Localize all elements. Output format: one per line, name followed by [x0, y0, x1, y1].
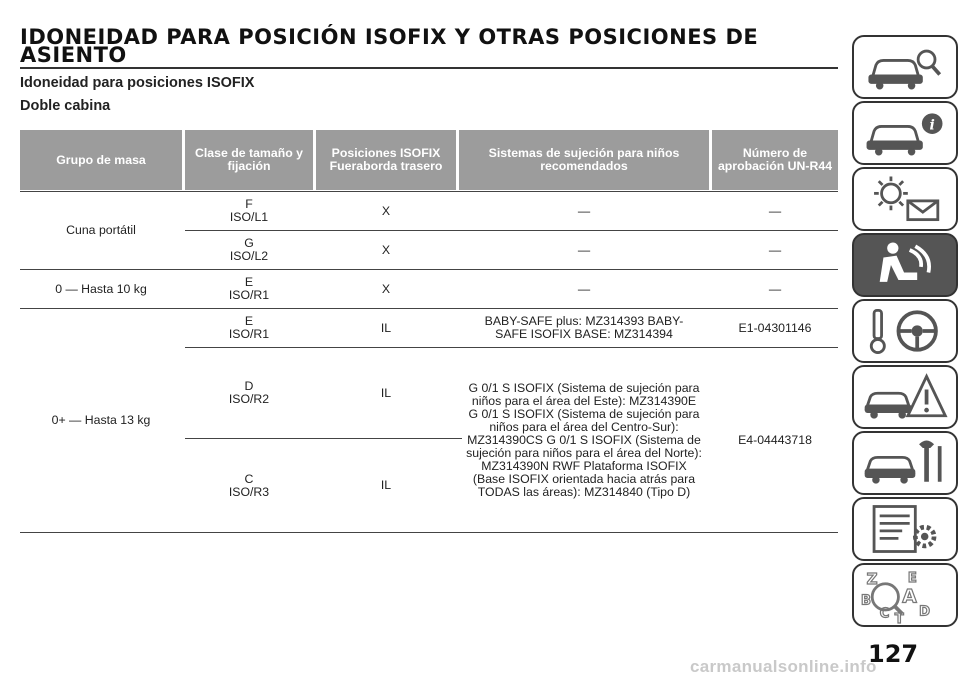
nav-tab-car-info[interactable] [852, 101, 958, 165]
warning-lights-icon [854, 169, 956, 229]
svg-text:C: C [879, 606, 890, 622]
size-class: F [245, 197, 253, 211]
section-subtitle: Idoneidad para posiciones ISOFIX [20, 75, 255, 91]
fixture-code: ISO/R2 [228, 392, 270, 406]
position-cell: X [381, 203, 391, 218]
alphabet-index-icon [854, 565, 956, 625]
header-approval-number: Número de aprobación UN-R44 [712, 130, 838, 190]
position-cell: IL [380, 385, 392, 400]
approval-cell: E1-04301146 [738, 320, 812, 335]
svg-text:D: D [919, 604, 930, 620]
size-class-cell [185, 439, 313, 532]
size-class: E [244, 314, 254, 328]
fixture-code: ISO/R3 [228, 484, 270, 499]
system-cell: BABY-SAFE plus: MZ314393 BABY-SAFE ISOFIX BASE: MZ314394 [484, 314, 684, 341]
svg-text:i: i [929, 117, 935, 134]
system-cell: — [577, 203, 591, 218]
fixture-code: ISO/L1 [229, 210, 269, 224]
size-class: D [244, 379, 254, 393]
title-divider [20, 67, 838, 69]
approval-cell: — [768, 281, 782, 296]
car-crash-warning-icon [854, 367, 956, 427]
size-class: C [244, 471, 254, 486]
header-restraint-systems: Sistemas de sujeción para niños recomendados [459, 130, 709, 190]
seat-airbag-icon [854, 235, 956, 295]
approval-cell: — [768, 203, 782, 218]
fixture-code: ISO/R1 [228, 327, 270, 341]
car-info-icon [854, 103, 956, 163]
position-cell: IL [380, 320, 392, 335]
svg-text:E: E [907, 570, 917, 586]
svg-text:B: B [860, 593, 871, 609]
nav-tab-seat-airbag[interactable] [852, 233, 958, 297]
size-class-cell [185, 309, 313, 347]
nav-tab-alphabet-index[interactable] [852, 563, 958, 627]
fixture-code: ISO/L2 [229, 249, 269, 263]
mass-group-cell: Cuna portátil [66, 223, 136, 237]
merged-system-cell: G 0/1 S ISOFIX (Sistema de sujeción para niños para el área del Este): MZ314390E G 0/1 S ISOFIX (Sistema de sujeción para niños para el área del Centro-Sur): MZ314390CS G 0/1 S ISOFIX (Sistema de sujeción para niños para el área del Norte): MZ314390N RWF Plataforma ISOFIX (Base ISOFIX orientada hacia atrás para TODAS las áreas): MZ314840 (Tipo D) [466, 380, 702, 499]
nav-tab-car-wrench[interactable] [852, 431, 958, 495]
svg-text:T: T [894, 612, 904, 625]
page-number: 127 [868, 640, 919, 668]
size-class-cell [185, 231, 313, 269]
size-class-cell [185, 348, 313, 438]
car-wrench-icon [854, 433, 956, 493]
cabin-label: Doble cabina [20, 98, 111, 114]
header-isofix-positions: Posiciones ISOFIX Fueraborda trasero [316, 130, 456, 190]
mass-group-cell: 0+ — Hasta 13 kg [51, 413, 151, 427]
svg-text:A: A [902, 586, 917, 608]
size-class-cell [185, 270, 313, 308]
position-cell: X [381, 242, 391, 257]
mass-group-cell: 0 — Hasta 10 kg [55, 281, 147, 296]
position-cell: IL [380, 478, 392, 492]
size-class: G [244, 236, 254, 250]
nav-tab-warning-lights[interactable] [852, 167, 958, 231]
merged-approval-cell: E4-04443718 [738, 432, 812, 447]
approval-cell: — [768, 242, 782, 257]
car-search-icon [854, 37, 956, 97]
system-cell: — [577, 242, 591, 257]
position-cell: X [381, 281, 391, 296]
size-class-cell [185, 192, 313, 230]
page-title: IDONEIDAD PARA POSICIÓN ISOFIX Y OTRAS POSICIONES DE ASIENTO [20, 25, 759, 67]
header-mass-group: Grupo de masa [20, 130, 182, 190]
watermark-text: carmanualsonline.info [690, 657, 877, 676]
fixture-code: ISO/R1 [228, 288, 270, 302]
size-class: E [244, 275, 254, 289]
specs-gear-icon [854, 499, 956, 559]
system-cell: — [577, 281, 591, 296]
nav-tab-car-crash-warning[interactable] [852, 365, 958, 429]
table-rule [20, 532, 838, 533]
header-size-class: Clase de tamaño y fijación [185, 130, 313, 190]
svg-text:Z: Z [866, 569, 878, 588]
nav-tab-steering-key[interactable] [852, 299, 958, 363]
steering-key-icon [854, 301, 956, 361]
nav-tab-specs-gear[interactable] [852, 497, 958, 561]
nav-tab-car-search[interactable] [852, 35, 958, 99]
